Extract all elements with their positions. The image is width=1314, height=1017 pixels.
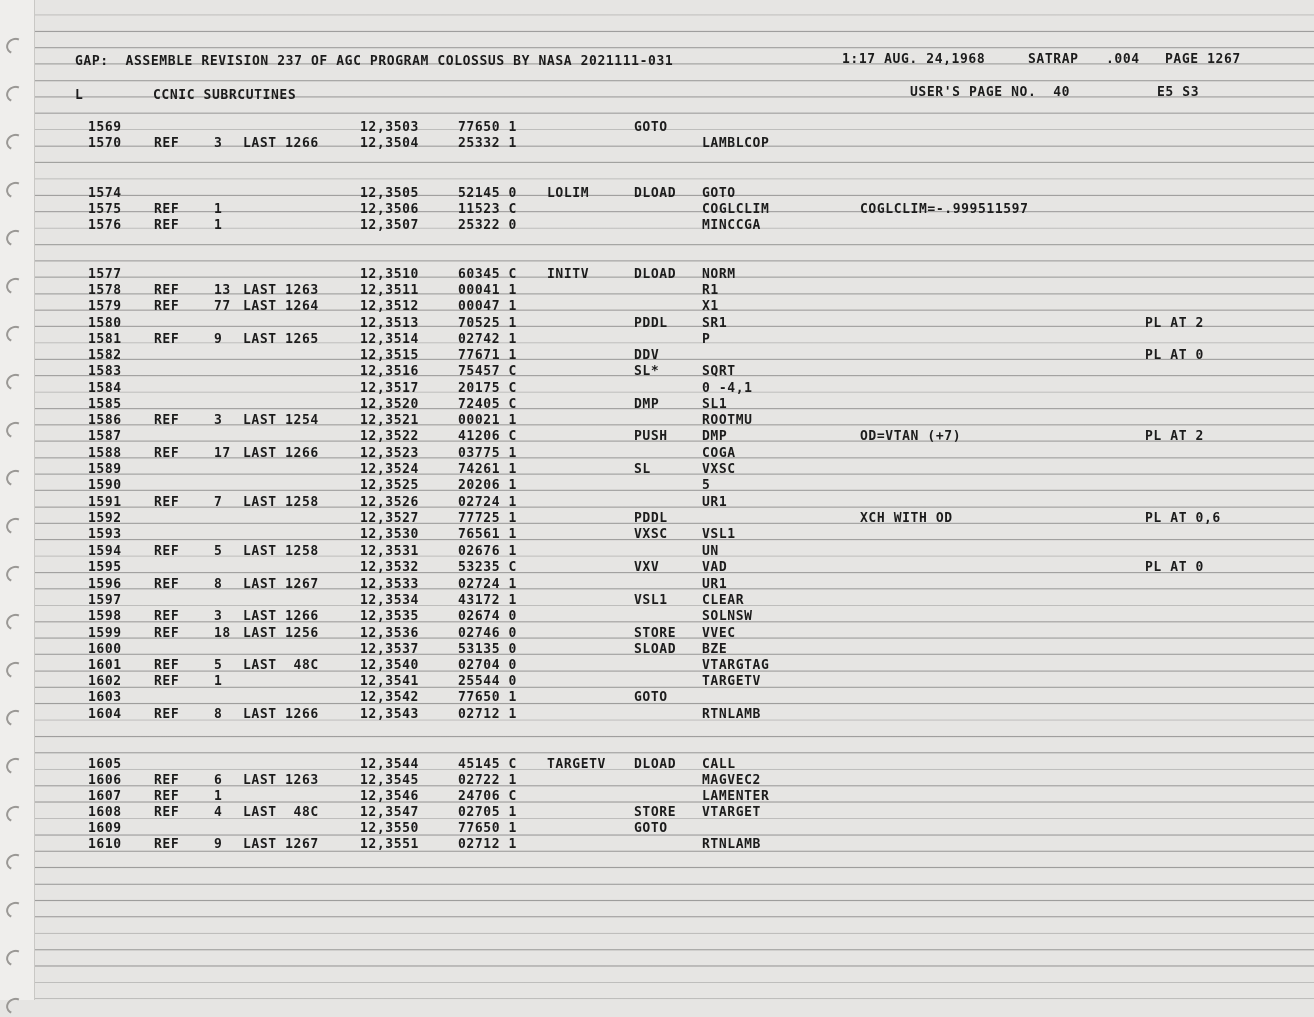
line-label: LOLIM xyxy=(547,186,590,201)
line-rn: 8 xyxy=(214,577,223,592)
line-last: LAST 1254 xyxy=(243,413,319,428)
line-last: LAST 1267 xyxy=(243,577,319,592)
line-operand: VXSC xyxy=(702,462,736,477)
line-code: 20175 C xyxy=(458,381,517,396)
line-rn: 5 xyxy=(214,544,223,559)
line-operand: SOLNSW xyxy=(702,609,753,624)
line-last: LAST 48C xyxy=(243,805,319,820)
line-n: 1603 xyxy=(88,690,122,705)
line-code: 53135 0 xyxy=(458,642,517,657)
line-code: 25322 0 xyxy=(458,218,517,233)
line-pl: PL AT 2 xyxy=(1145,429,1204,444)
line-ref: REF xyxy=(154,609,180,624)
line-pl: PL AT 0,6 xyxy=(1145,511,1221,526)
line-n: 1584 xyxy=(88,381,122,396)
line-n: 1592 xyxy=(88,511,122,526)
line-code: 45145 C xyxy=(458,757,517,772)
line-n: 1596 xyxy=(88,577,122,592)
line-operand: CALL xyxy=(702,757,736,772)
line-operand: ROOTMU xyxy=(702,413,753,428)
line-n: 1586 xyxy=(88,413,122,428)
line-operand: VSL1 xyxy=(702,527,736,542)
section-letter: L xyxy=(75,88,84,103)
line-n: 1588 xyxy=(88,446,122,461)
line-addr: 12,3542 xyxy=(360,690,419,705)
line-op: GOTO xyxy=(634,690,668,705)
line-ref: REF xyxy=(154,283,180,298)
line-n: 1576 xyxy=(88,218,122,233)
feed-hole xyxy=(4,131,26,152)
line-rn: 9 xyxy=(214,332,223,347)
line-op: VXSC xyxy=(634,527,668,542)
line-op: SL* xyxy=(634,364,660,379)
line-rn: 9 xyxy=(214,837,223,852)
line-operand: UR1 xyxy=(702,495,728,510)
line-addr: 12,3541 xyxy=(360,674,419,689)
line-op: GOTO xyxy=(634,120,668,135)
line-operand: UR1 xyxy=(702,577,728,592)
line-n: 1581 xyxy=(88,332,122,347)
line-n: 1598 xyxy=(88,609,122,624)
line-code: 77650 1 xyxy=(458,120,517,135)
line-code: 02712 1 xyxy=(458,837,517,852)
line-operand: MAGVEC2 xyxy=(702,773,761,788)
line-code: 02742 1 xyxy=(458,332,517,347)
line-operand: VAD xyxy=(702,560,728,575)
feed-hole xyxy=(4,35,26,56)
line-code: 24706 C xyxy=(458,789,517,804)
line-code: 02724 1 xyxy=(458,495,517,510)
line-ref: REF xyxy=(154,789,180,804)
line-n: 1595 xyxy=(88,560,122,575)
line-operand: VVEC xyxy=(702,626,736,641)
line-addr: 12,3517 xyxy=(360,381,419,396)
line-code: 75457 C xyxy=(458,364,517,379)
line-n: 1601 xyxy=(88,658,122,673)
feed-hole xyxy=(4,803,26,824)
line-operand: VTARGTAG xyxy=(702,658,770,673)
line-code: 76561 1 xyxy=(458,527,517,542)
line-code: 02676 1 xyxy=(458,544,517,559)
line-n: 1590 xyxy=(88,478,122,493)
feed-hole xyxy=(4,275,26,296)
line-code: 02674 0 xyxy=(458,609,517,624)
line-addr: 12,3504 xyxy=(360,136,419,151)
feed-hole xyxy=(4,419,26,440)
line-addr: 12,3503 xyxy=(360,120,419,135)
line-addr: 12,3547 xyxy=(360,805,419,820)
line-op: DDV xyxy=(634,348,660,363)
line-code: 20206 1 xyxy=(458,478,517,493)
line-op: DLOAD xyxy=(634,186,677,201)
line-last: LAST 48C xyxy=(243,658,319,673)
line-code: 77650 1 xyxy=(458,690,517,705)
line-n: 1589 xyxy=(88,462,122,477)
line-code: 70525 1 xyxy=(458,316,517,331)
line-addr: 12,3507 xyxy=(360,218,419,233)
line-operand: NORM xyxy=(702,267,736,282)
line-n: 1607 xyxy=(88,789,122,804)
line-n: 1610 xyxy=(88,837,122,852)
line-code: 25544 0 xyxy=(458,674,517,689)
line-addr: 12,3522 xyxy=(360,429,419,444)
feed-hole xyxy=(4,515,26,536)
line-code: 11523 C xyxy=(458,202,517,217)
line-n: 1570 xyxy=(88,136,122,151)
line-ref: REF xyxy=(154,218,180,233)
feed-hole xyxy=(4,707,26,728)
feed-hole xyxy=(4,755,26,776)
line-rn: 8 xyxy=(214,707,223,722)
line-last: LAST 1264 xyxy=(243,299,319,314)
line-n: 1579 xyxy=(88,299,122,314)
line-last: LAST 1266 xyxy=(243,446,319,461)
line-n: 1608 xyxy=(88,805,122,820)
line-rn: 7 xyxy=(214,495,223,510)
line-ref: REF xyxy=(154,658,180,673)
line-addr: 12,3520 xyxy=(360,397,419,412)
line-addr: 12,3551 xyxy=(360,837,419,852)
line-n: 1609 xyxy=(88,821,122,836)
line-rn: 1 xyxy=(214,674,223,689)
line-n: 1585 xyxy=(88,397,122,412)
feed-hole xyxy=(4,227,26,248)
line-ref: REF xyxy=(154,773,180,788)
line-operand: SQRT xyxy=(702,364,736,379)
line-code: 25332 1 xyxy=(458,136,517,151)
line-addr: 12,3511 xyxy=(360,283,419,298)
line-addr: 12,3537 xyxy=(360,642,419,657)
line-ref: REF xyxy=(154,332,180,347)
line-op: DMP xyxy=(634,397,660,412)
line-ref: REF xyxy=(154,446,180,461)
line-n: 1605 xyxy=(88,757,122,772)
line-n: 1593 xyxy=(88,527,122,542)
section-tag: E5 S3 xyxy=(1157,85,1200,100)
line-ref: REF xyxy=(154,299,180,314)
header-code: .004 xyxy=(1106,52,1140,67)
line-code: 00021 1 xyxy=(458,413,517,428)
line-addr: 12,3523 xyxy=(360,446,419,461)
header-time-date: 1:17 AUG. 24,1968 xyxy=(842,52,986,67)
line-code: 77650 1 xyxy=(458,821,517,836)
line-n: 1591 xyxy=(88,495,122,510)
line-rn: 3 xyxy=(214,609,223,624)
line-code: 02704 0 xyxy=(458,658,517,673)
line-n: 1587 xyxy=(88,429,122,444)
line-op: STORE xyxy=(634,626,677,641)
line-n: 1583 xyxy=(88,364,122,379)
line-rn: 18 xyxy=(214,626,231,641)
line-operand: VTARGET xyxy=(702,805,761,820)
line-code: 53235 C xyxy=(458,560,517,575)
feed-hole xyxy=(4,83,26,104)
line-pl: PL AT 0 xyxy=(1145,348,1204,363)
line-addr: 12,3546 xyxy=(360,789,419,804)
line-n: 1600 xyxy=(88,642,122,657)
line-rn: 6 xyxy=(214,773,223,788)
line-addr: 12,3535 xyxy=(360,609,419,624)
line-rn: 5 xyxy=(214,658,223,673)
line-op: STORE xyxy=(634,805,677,820)
line-addr: 12,3526 xyxy=(360,495,419,510)
line-addr: 12,3550 xyxy=(360,821,419,836)
line-addr: 12,3534 xyxy=(360,593,419,608)
line-rn: 17 xyxy=(214,446,231,461)
header-user: SATRAP xyxy=(1028,52,1079,67)
line-addr: 12,3545 xyxy=(360,773,419,788)
line-n: 1578 xyxy=(88,283,122,298)
line-pl: PL AT 0 xyxy=(1145,560,1204,575)
line-operand: COGLCLIM xyxy=(702,202,770,217)
line-operand: P xyxy=(702,332,711,347)
line-ref: REF xyxy=(154,837,180,852)
line-operand: LAMBLCOP xyxy=(702,136,770,151)
line-pl: PL AT 2 xyxy=(1145,316,1204,331)
line-operand: CLEAR xyxy=(702,593,745,608)
line-operand: 0 -4,1 xyxy=(702,381,753,396)
line-last: LAST 1263 xyxy=(243,283,319,298)
line-addr: 12,3516 xyxy=(360,364,419,379)
line-n: 1582 xyxy=(88,348,122,363)
line-ref: REF xyxy=(154,413,180,428)
line-code: 43172 1 xyxy=(458,593,517,608)
header-page: PAGE 1267 xyxy=(1165,52,1241,67)
line-rn: 77 xyxy=(214,299,231,314)
line-addr: 12,3532 xyxy=(360,560,419,575)
feed-hole xyxy=(4,659,26,680)
line-operand: R1 xyxy=(702,283,719,298)
feed-hole xyxy=(4,563,26,584)
section-name: CCNIC SUBRCUTINES xyxy=(153,88,297,103)
line-operand: SR1 xyxy=(702,316,728,331)
line-code: 77725 1 xyxy=(458,511,517,526)
line-last: LAST 1266 xyxy=(243,136,319,151)
line-addr: 12,3506 xyxy=(360,202,419,217)
line-addr: 12,3521 xyxy=(360,413,419,428)
line-code: 02722 1 xyxy=(458,773,517,788)
line-operand: SL1 xyxy=(702,397,728,412)
feed-hole xyxy=(4,179,26,200)
line-op: VSL1 xyxy=(634,593,668,608)
line-operand: DMP xyxy=(702,429,728,444)
line-addr: 12,3527 xyxy=(360,511,419,526)
line-last: LAST 1266 xyxy=(243,609,319,624)
line-addr: 12,3514 xyxy=(360,332,419,347)
line-addr: 12,3533 xyxy=(360,577,419,592)
line-operand: LAMENTER xyxy=(702,789,770,804)
line-operand: GOTO xyxy=(702,186,736,201)
line-ref: REF xyxy=(154,707,180,722)
line-label: TARGETV xyxy=(547,757,606,772)
line-addr: 12,3524 xyxy=(360,462,419,477)
line-rn: 1 xyxy=(214,789,223,804)
line-code: 00041 1 xyxy=(458,283,517,298)
line-last: LAST 1267 xyxy=(243,837,319,852)
line-rn: 3 xyxy=(214,136,223,151)
feed-hole xyxy=(4,371,26,392)
line-addr: 12,3510 xyxy=(360,267,419,282)
line-addr: 12,3512 xyxy=(360,299,419,314)
line-last: LAST 1256 xyxy=(243,626,319,641)
line-ref: REF xyxy=(154,202,180,217)
line-n: 1580 xyxy=(88,316,122,331)
line-addr: 12,3540 xyxy=(360,658,419,673)
line-code: 72405 C xyxy=(458,397,517,412)
line-addr: 12,3531 xyxy=(360,544,419,559)
line-operand: TARGETV xyxy=(702,674,761,689)
line-n: 1599 xyxy=(88,626,122,641)
feed-hole xyxy=(4,899,26,920)
line-last: LAST 1258 xyxy=(243,544,319,559)
header-title: GAP: ASSEMBLE REVISION 237 OF AGC PROGRAM COLOSSUS BY NASA 2021111-031 xyxy=(75,54,674,69)
line-rn: 4 xyxy=(214,805,223,820)
line-n: 1602 xyxy=(88,674,122,689)
line-n: 1606 xyxy=(88,773,122,788)
line-op: DLOAD xyxy=(634,757,677,772)
line-n: 1604 xyxy=(88,707,122,722)
line-code: 02705 1 xyxy=(458,805,517,820)
line-ref: REF xyxy=(154,805,180,820)
feed-hole xyxy=(4,995,26,1016)
line-addr: 12,3543 xyxy=(360,707,419,722)
line-rn: 13 xyxy=(214,283,231,298)
line-op: SLOAD xyxy=(634,642,677,657)
line-op: PDDL xyxy=(634,511,668,526)
line-op: DLOAD xyxy=(634,267,677,282)
line-ref: REF xyxy=(154,674,180,689)
line-operand: BZE xyxy=(702,642,728,657)
line-code: 52145 0 xyxy=(458,186,517,201)
line-ref: REF xyxy=(154,136,180,151)
line-addr: 12,3530 xyxy=(360,527,419,542)
feed-hole xyxy=(4,611,26,632)
line-code: 60345 C xyxy=(458,267,517,282)
line-code: 77671 1 xyxy=(458,348,517,363)
line-code: 02746 0 xyxy=(458,626,517,641)
line-n: 1569 xyxy=(88,120,122,135)
line-rn: 1 xyxy=(214,202,223,217)
line-comment: XCH WITH OD xyxy=(860,511,953,526)
line-op: PDDL xyxy=(634,316,668,331)
feed-hole xyxy=(4,851,26,872)
line-code: 74261 1 xyxy=(458,462,517,477)
line-n: 1577 xyxy=(88,267,122,282)
line-operand: X1 xyxy=(702,299,719,314)
line-operand: MINCCGA xyxy=(702,218,761,233)
line-addr: 12,3513 xyxy=(360,316,419,331)
line-code: 03775 1 xyxy=(458,446,517,461)
line-code: 02724 1 xyxy=(458,577,517,592)
line-addr: 12,3515 xyxy=(360,348,419,363)
line-code: 02712 1 xyxy=(458,707,517,722)
line-op: GOTO xyxy=(634,821,668,836)
line-ref: REF xyxy=(154,544,180,559)
feed-hole xyxy=(4,467,26,488)
line-rn: 1 xyxy=(214,218,223,233)
line-operand: RTNLAMB xyxy=(702,837,761,852)
line-n: 1574 xyxy=(88,186,122,201)
line-rn: 3 xyxy=(214,413,223,428)
line-last: LAST 1263 xyxy=(243,773,319,788)
line-comment: COGLCLIM=-.999511597 xyxy=(860,202,1029,217)
line-ref: REF xyxy=(154,626,180,641)
line-label: INITV xyxy=(547,267,590,282)
line-last: LAST 1266 xyxy=(243,707,319,722)
line-last: LAST 1265 xyxy=(243,332,319,347)
line-code: 00047 1 xyxy=(458,299,517,314)
line-op: VXV xyxy=(634,560,660,575)
line-operand: COGA xyxy=(702,446,736,461)
line-addr: 12,3544 xyxy=(360,757,419,772)
line-addr: 12,3525 xyxy=(360,478,419,493)
line-n: 1575 xyxy=(88,202,122,217)
tractor-feed-margin xyxy=(0,0,35,1000)
line-ref: REF xyxy=(154,495,180,510)
line-op: PUSH xyxy=(634,429,668,444)
line-ref: REF xyxy=(154,577,180,592)
line-addr: 12,3505 xyxy=(360,186,419,201)
line-n: 1597 xyxy=(88,593,122,608)
line-operand: RTNLAMB xyxy=(702,707,761,722)
line-last: LAST 1258 xyxy=(243,495,319,510)
line-comment: OD=VTAN (+7) xyxy=(860,429,962,444)
line-n: 1594 xyxy=(88,544,122,559)
line-op: SL xyxy=(634,462,651,477)
line-operand: 5 xyxy=(702,478,711,493)
user-page-number: USER'S PAGE NO. 40 xyxy=(910,85,1071,100)
line-addr: 12,3536 xyxy=(360,626,419,641)
feed-hole xyxy=(4,947,26,968)
feed-hole xyxy=(4,323,26,344)
line-operand: UN xyxy=(702,544,719,559)
line-code: 41206 C xyxy=(458,429,517,444)
